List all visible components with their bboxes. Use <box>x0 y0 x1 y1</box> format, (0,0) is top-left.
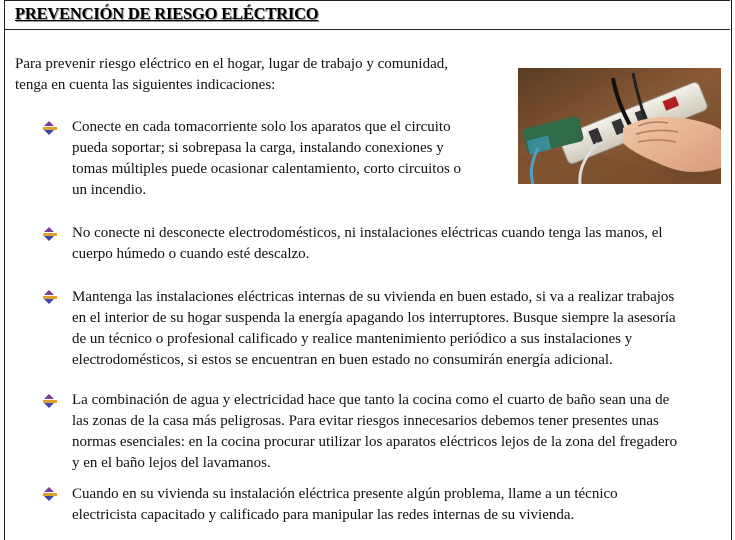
intro-line: tenga en cuenta las siguientes indicaciones: <box>15 77 276 93</box>
list-item <box>72 484 618 526</box>
list-item-line: electricista capacitado y calificado para manipular las redes internas de su vivienda. <box>72 507 575 523</box>
intro-paragraph <box>15 54 495 96</box>
intro-line: Para prevenir riesgo eléctrico en el hogar, lugar de trabajo y comunidad, <box>15 56 448 72</box>
list-item-line: de un técnico o profesional calificado y realice mantenimiento periódico a sus instalaciones y <box>72 331 633 347</box>
arrow-bullet-icon <box>43 121 63 135</box>
list-item-line: un incendio. <box>72 182 147 198</box>
list-item-line: normas esenciales: en la cocina procurar utilizar los aparatos eléctricos lejos de la zona del fregadero <box>72 434 678 450</box>
list-item-line: pueda soportar; si sobrepasa la carga, instalando conexiones y <box>72 140 444 156</box>
list-item <box>72 117 461 201</box>
list-item <box>72 390 677 474</box>
list-item <box>72 287 676 371</box>
list-item-line: Conecte en cada tomacorriente solo los aparatos que el circuito <box>72 119 451 135</box>
power-strip-photo <box>518 68 721 184</box>
list-item-line: tomas múltiples puede ocasionar calentamiento, corto circuitos o <box>72 161 462 177</box>
list-item <box>72 223 663 265</box>
title-row <box>4 0 730 30</box>
list-item-line: electrodomésticos, si estos se encuentran en buen estado no consumirán energía adicional. <box>72 352 613 368</box>
arrow-bullet-icon <box>43 227 63 241</box>
arrow-bullet-icon <box>43 290 63 304</box>
list-item-line: Mantenga las instalaciones eléctricas internas de su vivienda en buen estado, si va a realizar trabajos <box>72 289 675 305</box>
page-title: PREVENCIÓN DE RIESGO ELÉCTRICO <box>15 4 319 23</box>
list-item-line: y en el baño lejos del lavamanos. <box>72 455 271 471</box>
arrow-bullet-icon <box>43 394 63 408</box>
list-item-line: las zonas de la casa más peligrosas. Para evitar riesgos innecesarios debemos tener presentes unas <box>72 413 659 429</box>
list-item-line: cuerpo húmedo o cuando esté descalzo. <box>72 246 310 262</box>
list-item-line: La combinación de agua y electricidad hace que tanto la cocina como el cuarto de baño sean una de <box>72 392 670 408</box>
list-item-line: en el interior de su hogar suspenda la energía apagando los interruptores. Busque siempre la asesoría <box>72 310 676 326</box>
arrow-bullet-icon <box>43 487 63 501</box>
list-item-line: No conecte ni desconecte electrodomésticos, ni instalaciones eléctricas cuando tenga las manos, el <box>72 225 663 241</box>
list-item-line: Cuando en su vivienda su instalación eléctrica presente algún problema, llame a un técnico <box>72 486 618 502</box>
